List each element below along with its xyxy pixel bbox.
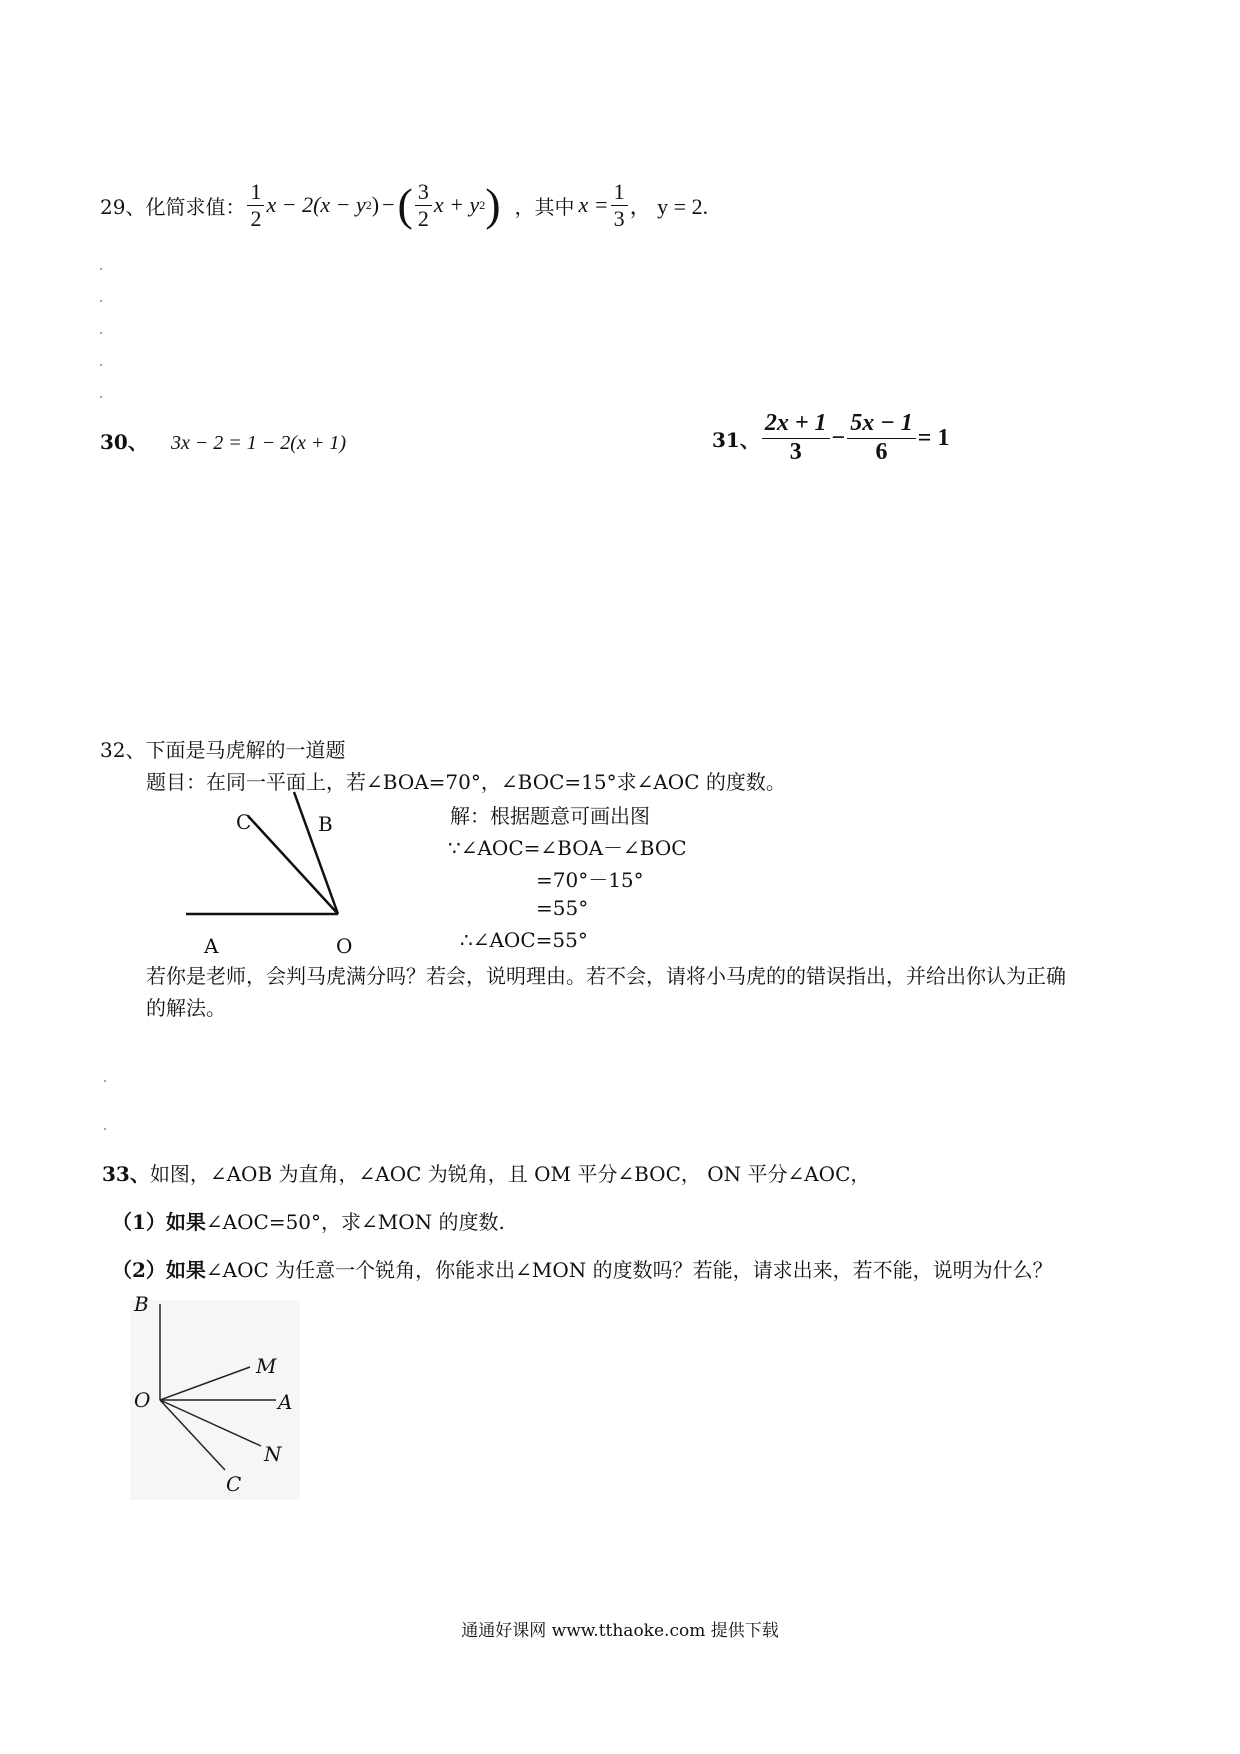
q29-fraction-third: $\frac{1}{3}$	[611, 179, 628, 231]
q29-line: 29、化简求值： $\frac{1}{2}$ x − 2(x − y 2 ) − ( $\frac{3}{2}$ x + y 2 ) ，其中 x = $\frac{1}{3}$ ， y = 2.	[100, 179, 709, 231]
q33-label-a: A	[278, 1390, 293, 1414]
q30-line	[100, 426, 346, 455]
q31-fraction-2: $\frac{5x - 1}{6}$	[847, 410, 916, 466]
q32-sol-1: 解：根据题意可画出图	[450, 804, 650, 828]
q33-label: 33、	[102, 1162, 150, 1186]
q32-sol-4: =55°	[536, 896, 589, 920]
q29-fraction-three-half: $\frac{3}{2}$	[415, 179, 432, 231]
q29-label: 29、化简求值：	[100, 194, 246, 219]
q33-figure	[130, 1300, 300, 1500]
q32-title: 32、下面是马虎解的一道题	[100, 738, 346, 762]
q33-stem-line	[102, 1158, 870, 1187]
q32-question-1: 若你是老师，会判马虎满分吗？若会，说明理由。若不会，请将小马虎的的错误指出，并给出你认为正确	[146, 964, 1066, 988]
q31-label: 31、	[712, 427, 760, 452]
ray-om	[160, 1367, 250, 1400]
q32-question-2: 的解法。	[146, 996, 226, 1020]
q31-equation: $\frac{2x + 1}{3}$ − $\frac{5x - 1}{6}$ = 1	[760, 410, 950, 466]
q32-sol-3: =70°－15°	[536, 868, 644, 892]
q32-sol-2: ∵∠AOC=∠BOA－∠BOC	[448, 836, 687, 860]
q33-stem: 如图，∠AOB 为直角，∠AOC 为锐角，且 OM 平分∠BOC， ON 平分∠AOC，	[149, 1162, 871, 1186]
q29-where: ，其中	[514, 194, 575, 219]
ray-on	[160, 1400, 261, 1446]
q31-line	[712, 410, 949, 466]
q33-part-1: （1）如果∠AOC=50°，求∠MON 的度数.	[112, 1210, 505, 1234]
ray-oc-33	[160, 1400, 225, 1470]
q30-equation: 3x − 2 = 1 − 2(x + 1)	[170, 432, 346, 454]
q33-label-o: O	[134, 1388, 151, 1412]
q32-label-o: O	[336, 934, 353, 958]
q33-label-c: C	[226, 1472, 242, 1496]
q33-label-n: N	[264, 1442, 282, 1466]
q30-label: 30、	[100, 430, 148, 454]
q32-label-a: A	[204, 934, 219, 958]
q32-problem: 题目：在同一平面上，若∠BOA=70°，∠BOC=15°求∠AOC 的度数。	[146, 770, 786, 794]
q29-expression: $\frac{1}{2}$ x − 2(x − y 2 ) − ( $\frac{3}{2}$ x + y 2 )	[245, 179, 500, 231]
q32-label-b: B	[318, 812, 333, 836]
q33-part-2: （2）如果∠AOC 为任意一个锐角，你能求出∠MON 的度数吗？若能，请求出来，若不能，说明为什么？	[112, 1258, 1053, 1282]
q29-fraction-half: $\frac{1}{2}$	[247, 179, 264, 231]
ray-ob	[294, 792, 338, 914]
q32-sol-5: ∴∠AOC=55°	[460, 928, 588, 952]
q33-label-b: B	[134, 1292, 149, 1316]
q32-label-c: C	[236, 810, 252, 834]
q33-label-m: M	[256, 1354, 277, 1378]
footer: 通通好课网 www.tthaoke.com 提供下载	[461, 1621, 779, 1641]
q31-fraction-1: $\frac{2x + 1}{3}$	[762, 410, 830, 466]
